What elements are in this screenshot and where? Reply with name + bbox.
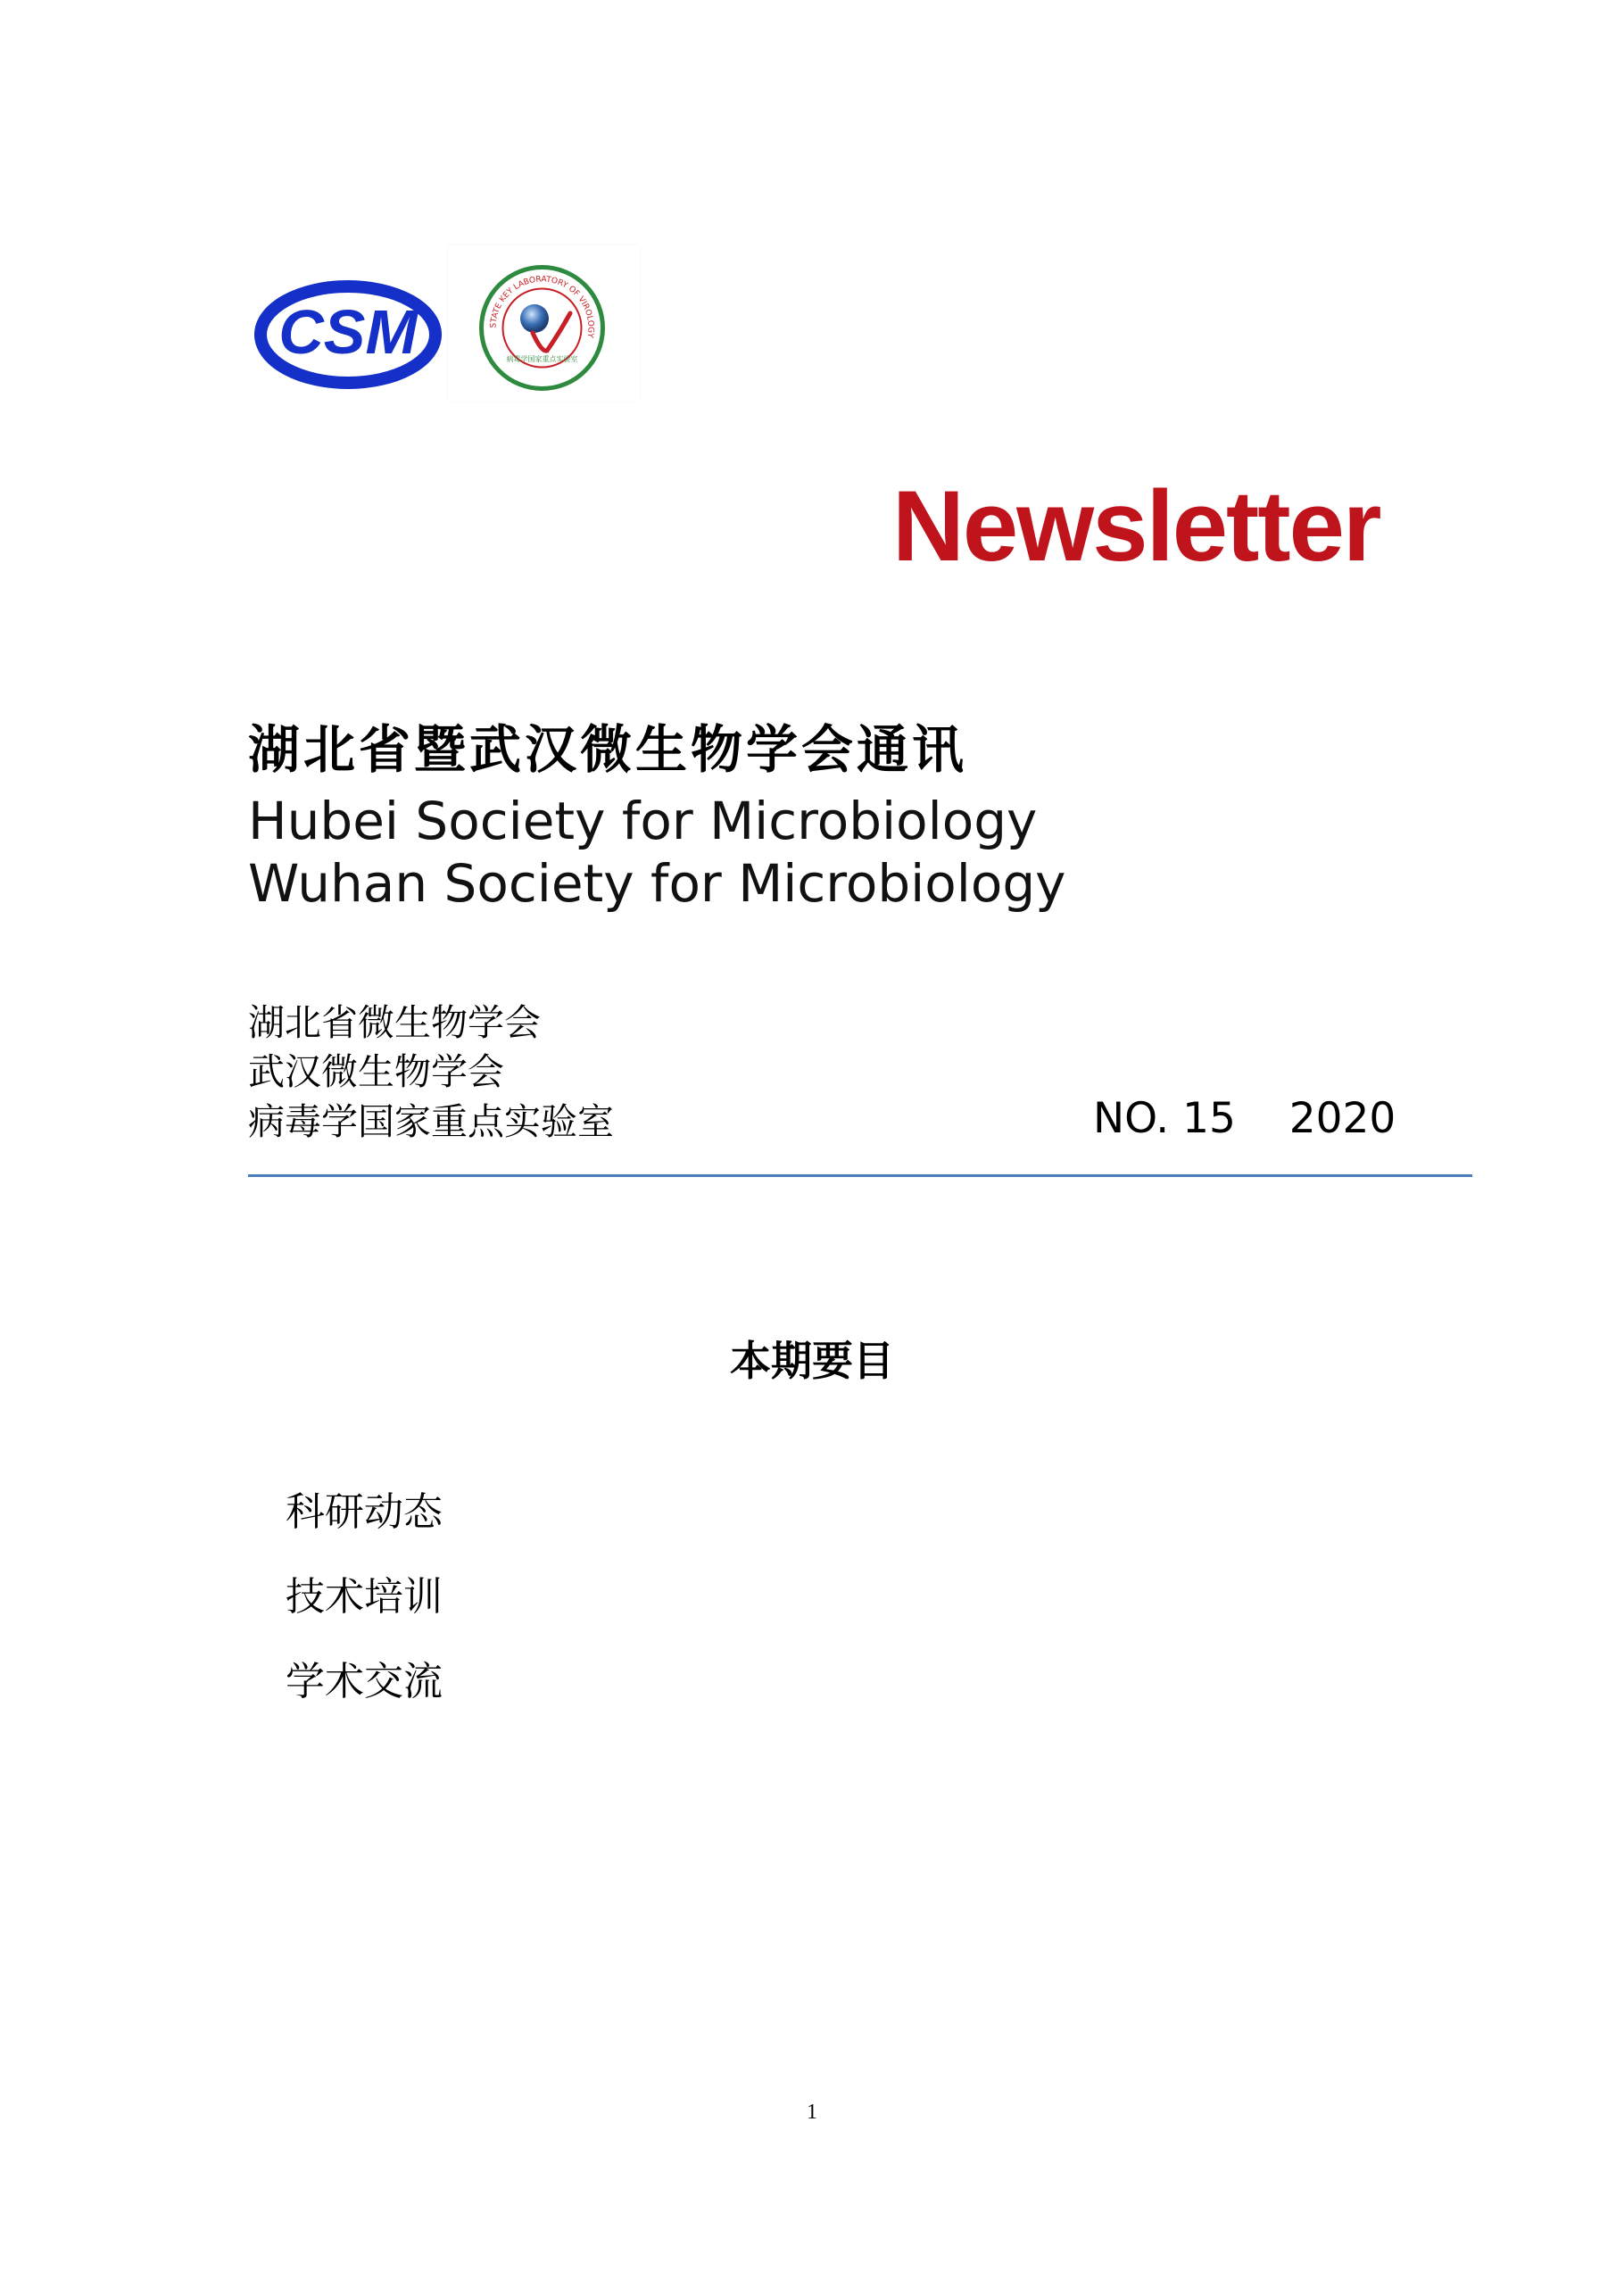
title-chinese: 湖北省暨武汉微生物学会通讯 <box>248 719 968 780</box>
page-number: 1 <box>807 2101 817 2124</box>
csm-logo-text: CSM <box>278 297 418 367</box>
state-key-laboratory-of-virology-seal-icon <box>477 263 607 393</box>
organization-line: 病毒学国家重点实验室 <box>248 1100 614 1143</box>
lab-ring-text: STATE KEY LABORATORY OF VIROLOGY <box>489 275 595 339</box>
organization-line: 武汉微生物学会 <box>248 1050 504 1093</box>
organization-line: 湖北省微生物学会 <box>248 1001 541 1044</box>
contents-heading: 本期要目 <box>730 1337 894 1385</box>
contents-item: 学术交流 <box>286 1659 443 1704</box>
lab-inner-text: 病毒学国家重点实验室 <box>506 355 578 363</box>
title-english-wuhan: Wuhan Society for Microbiology <box>248 853 1066 914</box>
divider-line <box>248 1174 1472 1177</box>
contents-item: 科研动态 <box>286 1489 443 1535</box>
newsletter-title: Newsletter <box>892 470 1380 582</box>
csm-society-logo-icon <box>254 277 442 393</box>
issue-number: NO. 15 2020 <box>1093 1094 1396 1143</box>
title-english-hubei: Hubei Society for Microbiology <box>248 791 1038 851</box>
contents-item: 技术培训 <box>286 1574 443 1620</box>
